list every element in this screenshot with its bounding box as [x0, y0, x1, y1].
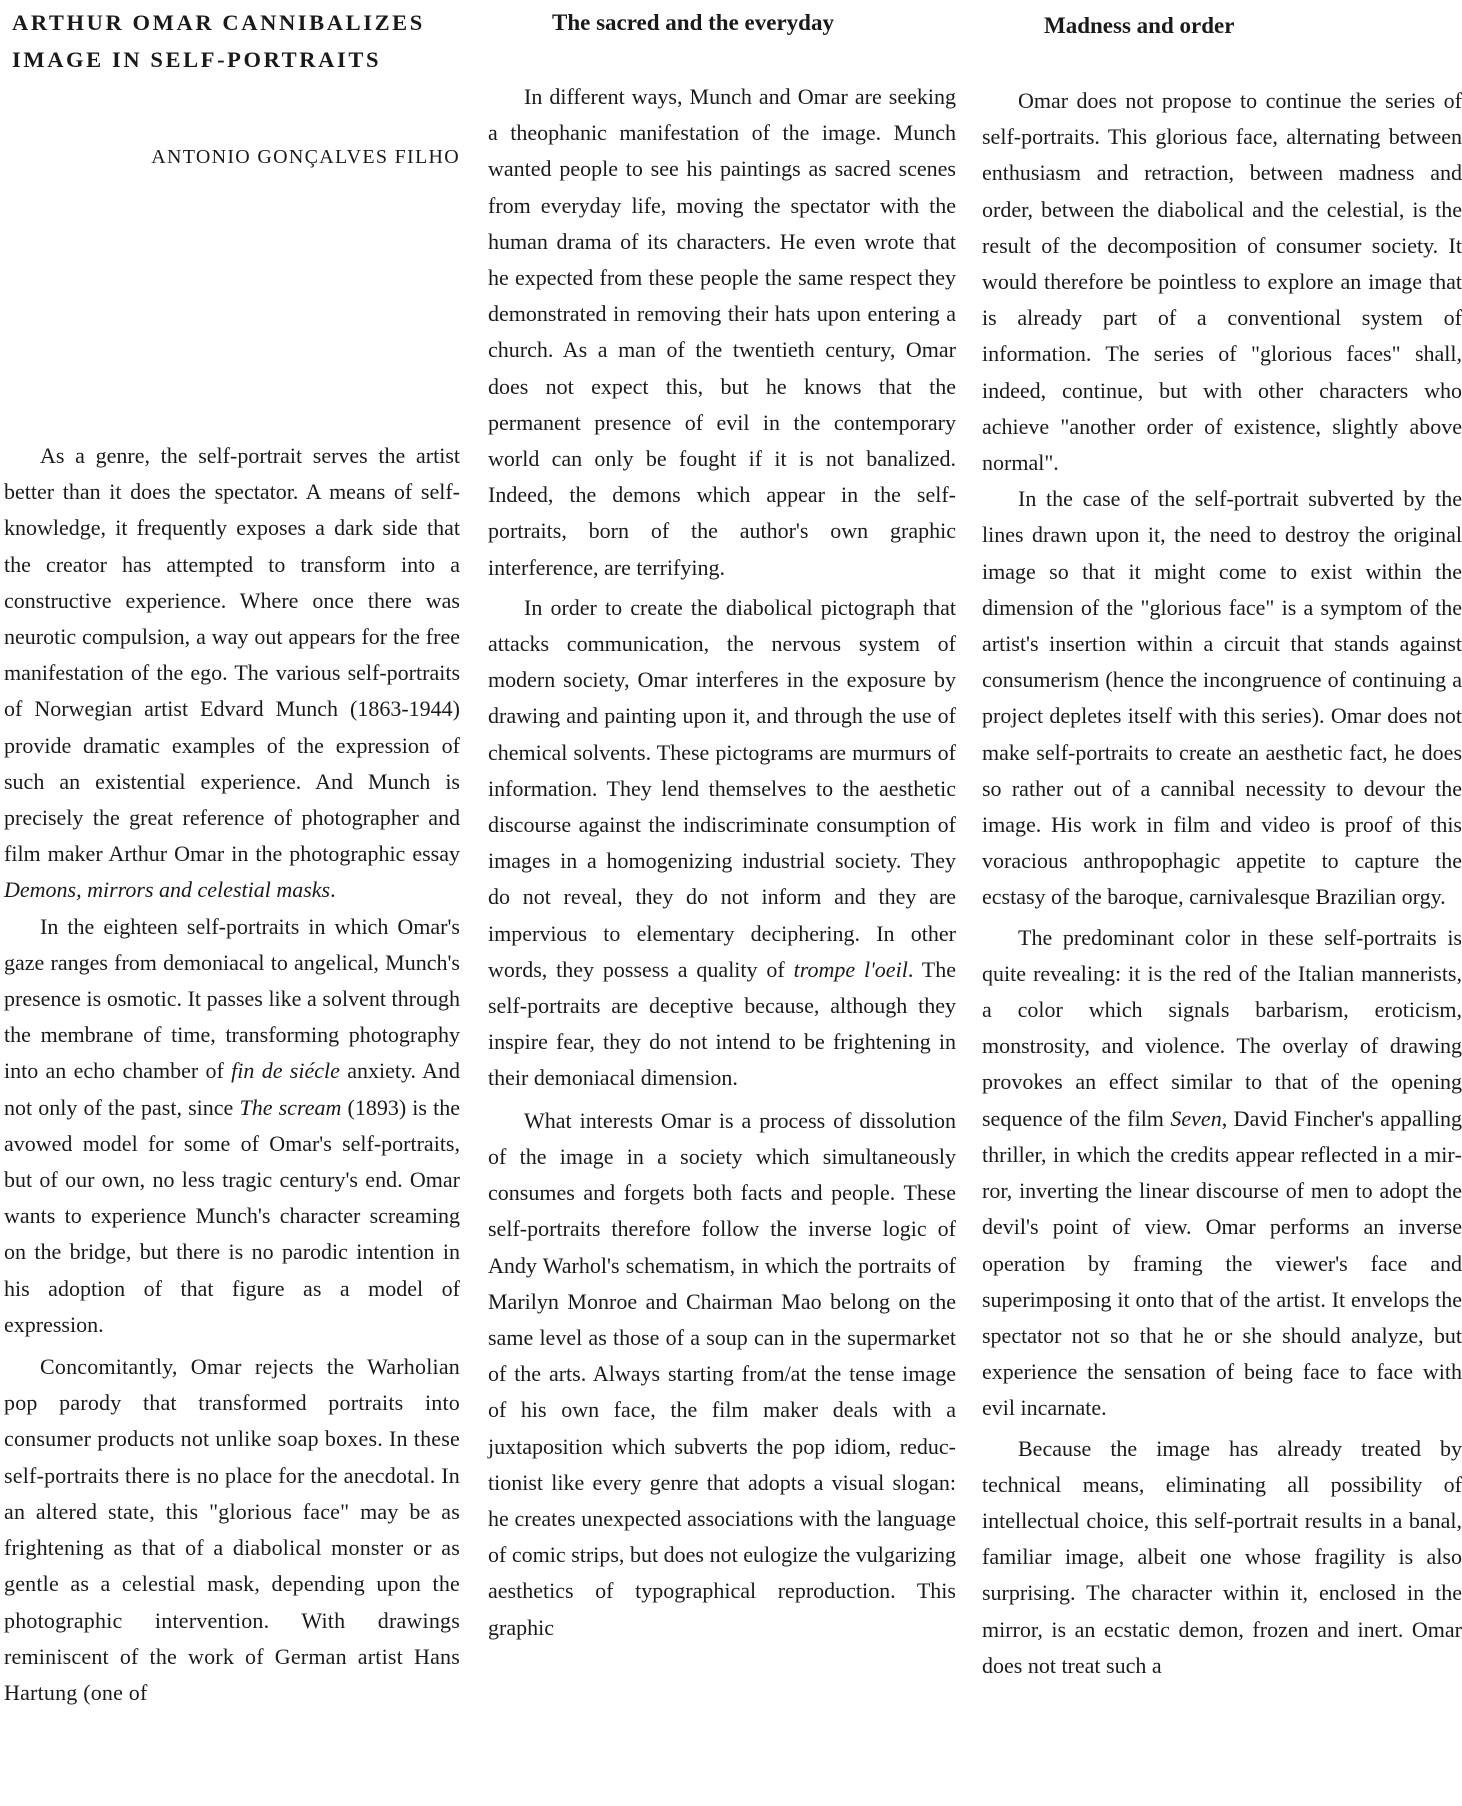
article-author: ANTONIO GONÇALVES FILHO	[151, 146, 460, 168]
column-2	[488, 0, 960, 1806]
paragraph: In the eighteen self-portraits in which Omar's gaze ranges from demoniacal to angelical, Munch's presence is osmotic. It passes like a solvent through the membrane of time, transforming photography into an echo chamber of fin de siécle anxiety. And not only of the past, since The scream (1893) is the avowed model for some of Omar's self-portraits, but of our own, no less tragic century's end. Omar wants to experience Munch's character screaming on the bridge, but there is no parodic intention in his adoption of that figure as a model of expression.	[4, 913, 461, 1337]
paragraph: Because the image has already treated by technical means, eliminating all possibility of intellectual choice, this self-portrait results in a banal, familiar image, albeit one whose fragility is also surprising. The character within it, enclosed in the mirror, is an ecstatic demon, frozen and inert. Omar does not treat such a	[982, 1435, 1462, 1678]
column-1	[0, 0, 462, 1806]
paragraph: Concomitantly, Omar rejects the Warholian pop parody that transformed portraits into consumer products not unlike soap boxes. In these self-portraits there is no place for the anecdotal. In an altered state, this "glorious face" may be as frightening as that of a diabolical monster or as gentle as a celestial mask, depending upon the photographic intervention. With drawings reminiscent of the work of German artist Hans Hartung (one of	[4, 1354, 460, 1705]
paragraph: In the case of the self-portrait subverted by the lines drawn upon it, the need to destroy the original image so that it might come to exist within the dimension of the "glorious face" is a symptom of the artist's insertion within a circuit that stands against consumerism (hence the incongruence of continuing a project depletes itself with this series). Omar does not make self-portraits to create an aesthetic fact, he does so rather out of a cannibal necessity to devour the image. His work in film and video is proof of this voracious anthropophagic appetite to capture the ecstasy of the baroque, carnivalesque Brazilian orgy.	[982, 486, 1462, 910]
paragraph: What interests Omar is a process of dissolution of the image in a society which simultaneously consumes and forgets both facts and people. These self-portraits therefore follow the inverse logic of Andy Warhol's schematism, in which the portraits of Marilyn Monroe and Chairman Mao belong on the same level as those of a soup can in the supermarket of the arts. Always starting from/at the tense image of his own face, the film maker deals with a juxtaposition which subverts the pop idiom, reductionist like every genre that adopts a visual slogan: he creates unexpected associations with the language of comic strips, but does not eulogize the vulgarizing aesthetics of typographical reproduction. This graphic	[488, 1107, 956, 1640]
column-3-body	[982, 83, 1462, 1684]
column-3	[982, 0, 1462, 1806]
paragraph: In different ways, Munch and Omar are seeking a theophanic manifestation of the image. Munch wanted people to see his paintings as sacred scenes from everyday life, moving the spectator with the human drama of its characters. He even wrote that he expected from these people the same respect they demonstrated in removing their hats upon entering a church. As a man of the twentieth century, Omar does not expect this, but he knows that the permanent presence of evil in the contemporary world can only be fought if it is not banalized. Indeed, the demons which appear in the self-portraits, born of the author's own graphic interference, are terrifying.	[488, 84, 956, 580]
section-heading: The sacred and the everyday	[552, 10, 834, 35]
column-1-body	[4, 438, 460, 1711]
paragraph: The predominant color in these self-portraits is quite revealing: it is the red of the Italian mannerists, a color which signals barbarism, eroticism, monstrosity, and violence. The overlay of drawing provokes an effect similar to that of the opening sequence of the film Seven, David Fincher's appalling thriller, in which the credits appear reflected in a mirror, inverting the linear discourse of men to adopt the devil's point of view. Omar performs an inverse operation by framing the viewer's face and superimposing it onto that of the artist. It envelops the spectator not so that he or she should analyze, but experience the sensation of being face to face with evil incarnate.	[982, 924, 1462, 1421]
paragraph: Omar does not propose to continue the series of self-portraits. This glorious face, alternating between enthusiasm and retraction, between madness and order, between the diabolical and the celestial, is the result of the decomposition of consumer society. It would therefore be pointless to explore an image that is already part of a conventional system of information. The series of "glorious faces" shall, indeed, continue, but with other characters who achieve "another order of existence, slightly above normal".	[982, 88, 1462, 476]
section-heading: Madness and order	[1044, 13, 1235, 38]
column-2-body	[488, 79, 956, 1646]
article-title: ARTHUR OMAR CANNIBALIZES IMAGE IN SELF-PORTRAITS	[12, 10, 425, 72]
paragraph: As a genre, the self-portrait serves the artist better than it does the spectator. A means of self-knowledge, it frequently exposes a dark side that the creator has attempted to transform into a constructive experience. Where once there was neurotic compulsion, a way out appears for the free manifestation of the ego. The various self-portraits of Norwegian artist Edvard Munch (1863-1944) provide dramatic examples of the expression of such an existential experience. And Munch is precisely the great reference of photographer and film maker Arthur Omar in the photographic essay Demons, mirrors and celestial masks.	[4, 443, 460, 903]
paragraph: In order to create the diabolical pictograph that attacks communication, the nervous system of modern society, Omar interferes in the exposure by drawing and painting upon it, and through the use of chemical solvents. These pictograms are murmurs of information. They lend themselves to the aesthetic discourse against the indiscriminate consumption of images in a homogenizing industrial society. They do not reveal, they do not inform and they are impervious to elementary deciphering. In other words, they possess a quality of trompe l'oeil. The self-portraits are deceptive because, although they inspire fear, they do not intend to be frightening in their demoniacal dimension.	[488, 594, 956, 1091]
